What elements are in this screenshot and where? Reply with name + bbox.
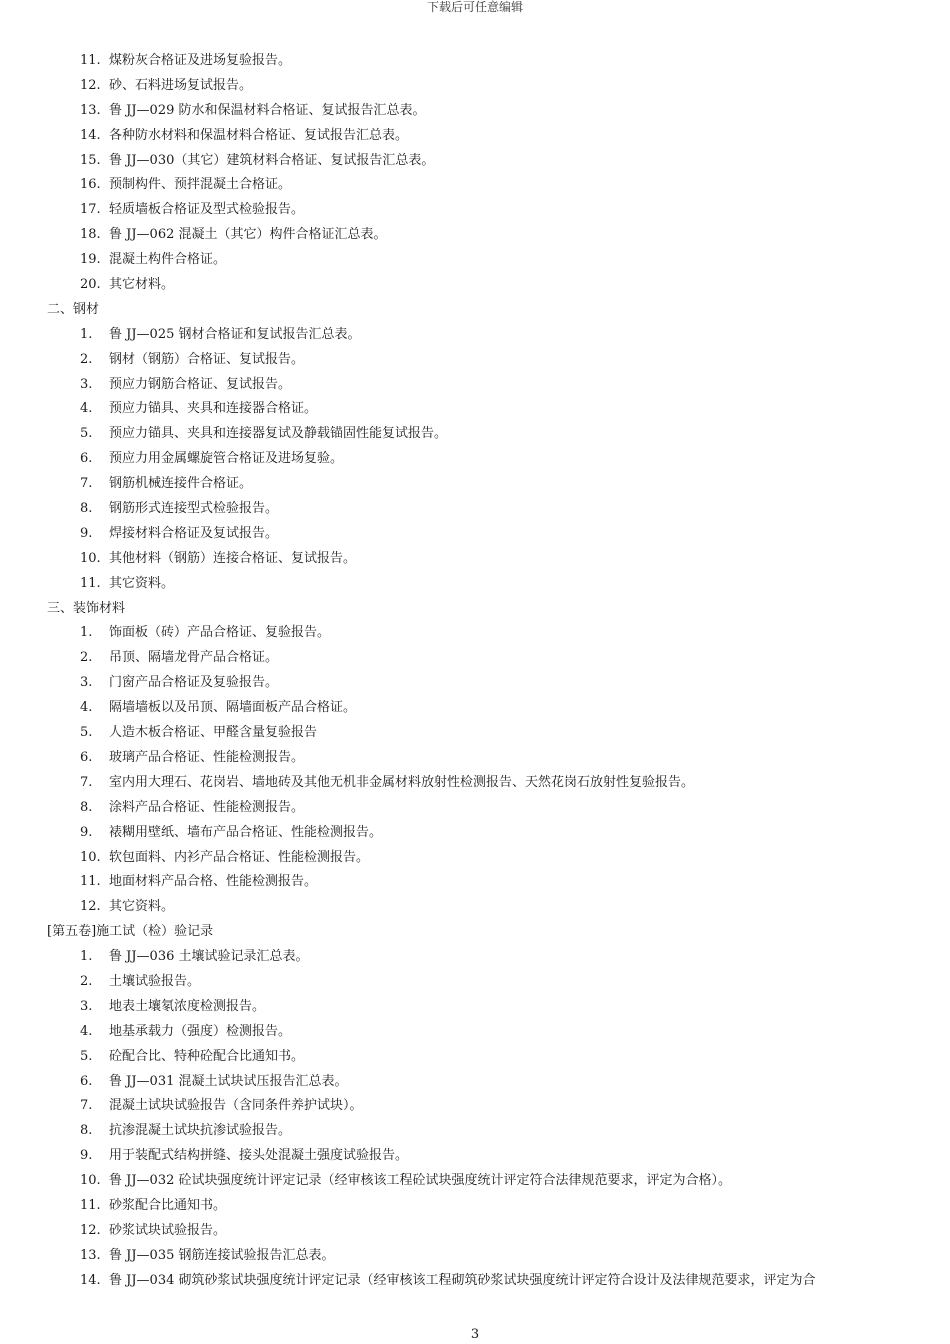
list-item-text: 用于装配式结构拼缝、接头处混凝土强度试验报告。 <box>109 1148 409 1164</box>
list-item-text: 煤粉灰合格证及进场复验报告。 <box>109 53 292 68</box>
list-item <box>0 746 950 771</box>
list-item <box>0 995 950 1020</box>
list-item <box>0 497 950 522</box>
list-item-text: 其它资料。 <box>109 575 175 591</box>
list-item-text: 室内用大理石、花岗岩、墙地砖及其他无机非金属材料放射性检测报告、天然花岗石放射性复验报告。 <box>109 774 695 790</box>
list-item-number: 1. <box>80 949 93 965</box>
list-item-text: 地基承载力（强度）检测报告。 <box>109 1023 292 1039</box>
list-item-text: 土壤试验报告。 <box>109 973 201 989</box>
list-item-number: 4. <box>80 700 93 716</box>
list-item-number: 2. <box>80 650 93 666</box>
list-item <box>0 796 950 821</box>
list-item-text: 预应力用金属螺旋管合格证及进场复验。 <box>109 451 344 467</box>
list-item-number: 17. <box>80 202 101 218</box>
list-item-number: 13. <box>80 1247 101 1263</box>
list-item <box>0 198 950 223</box>
list-item-number: 5. <box>80 1048 93 1064</box>
list-item-number: 8. <box>80 501 93 517</box>
list-item <box>0 1144 950 1169</box>
list-item-text: 饰面板（砖）产品合格证、复验报告。 <box>109 625 331 641</box>
list-item <box>0 49 950 74</box>
list-item-number: 1. <box>80 326 93 342</box>
list-item-text: 砂浆配合比通知书。 <box>109 1197 227 1213</box>
list-item-number: 2. <box>80 351 93 367</box>
list-item-number: 8. <box>80 1123 93 1139</box>
list-item <box>0 348 950 373</box>
list-item <box>0 447 950 472</box>
list-item-text: 砂浆试块试验报告。 <box>109 1222 227 1238</box>
list-item <box>0 248 950 273</box>
list-item-number: 11. <box>80 575 101 591</box>
list-item-number: 11. <box>80 1197 101 1213</box>
list-item <box>0 1045 950 1070</box>
list-item-text: 鲁 JJ—029 防水和保温材料合格证、复试报告汇总表。 <box>109 102 426 118</box>
list-item-text: 钢筋机械连接件合格证。 <box>109 476 253 492</box>
list-item <box>0 846 950 871</box>
list-item-number: 6. <box>80 1073 93 1089</box>
list-item-number: 7. <box>80 476 93 492</box>
list-item-number: 1. <box>80 625 93 641</box>
list-item-text: 鲁 JJ—036 土壤试验记录汇总表。 <box>109 949 309 965</box>
list-item-text: 地表土壤氡浓度检测报告。 <box>109 998 266 1014</box>
list-item-text: 鲁 JJ—030（其它）建筑材料合格证、复试报告汇总表。 <box>109 152 435 168</box>
list-item-text: 鲁 JJ—032 砼试块强度统计评定记录（经审核该工程砼试块强度统计评定符合法律规范要求，评定为合格）。 <box>109 1173 732 1189</box>
list-item-number: 16. <box>80 177 101 193</box>
list-item-text: 鲁 JJ—031 混凝土试块试压报告汇总表。 <box>109 1073 348 1089</box>
list-item <box>0 721 950 746</box>
list-item <box>0 1244 950 1269</box>
list-item <box>0 1219 950 1244</box>
list-item <box>0 149 950 174</box>
list-item-number: 9. <box>80 525 93 541</box>
list-item-number: 12. <box>80 77 101 93</box>
list-item-text: 抗渗混凝土试块抗渗试验报告。 <box>109 1123 292 1139</box>
list-item-text: 焊接材料合格证及复试报告。 <box>109 525 279 541</box>
list-item-number: 5. <box>80 725 93 741</box>
list-item <box>0 696 950 721</box>
list-item <box>0 124 950 149</box>
list-item-number: 7. <box>80 1098 93 1114</box>
list-item-number: 12. <box>80 899 101 915</box>
list-item-text: 混凝土构件合格证。 <box>109 252 227 268</box>
list-item-text: 吊顶、隔墙龙骨产品合格证。 <box>109 650 279 666</box>
list-item-number: 10. <box>80 1173 101 1189</box>
list-item-text: 地面材料产品合格、性能检测报告。 <box>109 874 318 890</box>
list-item-text: 钢筋形式连接型式检验报告。 <box>109 501 279 517</box>
list-item <box>0 1070 950 1095</box>
list-item <box>0 572 950 597</box>
list-item <box>0 1119 950 1144</box>
list-item-text: 预应力钢筋合格证、复试报告。 <box>109 376 292 392</box>
list-item-text: 砂、石料进场复试报告。 <box>109 77 253 93</box>
list-item-number: 7. <box>80 774 93 790</box>
list-item <box>0 821 950 846</box>
list-item-text: 混凝土试块试验报告（含同条件养护试块）。 <box>109 1098 363 1114</box>
list-item <box>0 1094 950 1119</box>
list-item <box>0 173 950 198</box>
list-item <box>0 895 950 920</box>
list-item <box>0 397 950 422</box>
list-item <box>0 273 950 298</box>
list-item <box>0 1269 950 1294</box>
list-item <box>0 99 950 124</box>
list-item-number: 6. <box>80 451 93 467</box>
list-item <box>0 323 950 348</box>
list-item <box>0 547 950 572</box>
list-item-number: 10. <box>80 550 101 566</box>
list-item-text: 砼配合比、特种砼配合比通知书。 <box>109 1048 305 1064</box>
list-item <box>0 223 950 248</box>
list-item-text: 轻质墙板合格证及型式检验报告。 <box>109 202 305 218</box>
list-item-text: 鲁 JJ—034 砌筑砂浆试块强度统计评定记录（经审核该工程砌筑砂浆试块强度统计评定符合设计及法律规范要求，评定为合 <box>109 1272 816 1288</box>
document-body <box>0 49 950 1294</box>
list-item <box>0 945 950 970</box>
list-item-text: 预制构件、预拌混凝土合格证。 <box>109 177 292 193</box>
list-item-text: 各种防水材料和保温材料合格证、复试报告汇总表。 <box>109 127 409 143</box>
list-item-number: 3. <box>80 675 93 691</box>
list-item-number: 3. <box>80 376 93 392</box>
list-item-text: 鲁 JJ—035 钢筋连接试验报告汇总表。 <box>109 1247 335 1263</box>
list-item-number: 2. <box>80 973 93 989</box>
list-item-text: 玻璃产品合格证、性能检测报告。 <box>109 749 305 765</box>
list-item-number: 13. <box>80 102 101 118</box>
list-item-number: 12. <box>80 1222 101 1238</box>
list-item <box>0 970 950 995</box>
list-item-number: 9. <box>80 1148 93 1164</box>
list-item <box>0 1020 950 1045</box>
list-item <box>0 671 950 696</box>
list-item <box>0 1194 950 1219</box>
list-item-number: 11. <box>80 874 101 890</box>
list-item-number: 20. <box>80 277 101 293</box>
list-item-number: 6. <box>80 749 93 765</box>
list-item-text: 其它资料。 <box>109 899 175 915</box>
list-item-text: 涂料产品合格证、性能检测报告。 <box>109 799 305 815</box>
section-heading: [第五卷]施工试（检）验记录 <box>47 924 214 940</box>
list-item <box>0 621 950 646</box>
list-item-number: 10. <box>80 849 101 865</box>
list-item-text: 预应力锚具、夹具和连接器复试及静载锚固性能复试报告。 <box>109 426 448 442</box>
list-item-text: 隔墙墙板以及吊顶、隔墙面板产品合格证。 <box>109 700 357 716</box>
list-item <box>0 646 950 671</box>
list-item-text: 鲁 JJ—025 钢材合格证和复试报告汇总表。 <box>109 326 361 342</box>
list-item-text: 其他材料（钢筋）连接合格证、复试报告。 <box>109 550 357 566</box>
list-item <box>0 771 950 796</box>
section-heading: 二、钢材 <box>47 301 100 317</box>
list-item-number: 11. <box>80 53 101 68</box>
list-item-text: 预应力锚具、夹具和连接器合格证。 <box>109 401 318 417</box>
list-item-number: 3. <box>80 998 93 1014</box>
list-item <box>0 1169 950 1194</box>
list-item-number: 19. <box>80 252 101 268</box>
list-item-number: 8. <box>80 799 93 815</box>
list-item-text: 钢材（钢筋）合格证、复试报告。 <box>109 351 305 367</box>
list-item <box>0 74 950 99</box>
list-item <box>0 870 950 895</box>
page-number: 3 <box>470 1327 480 1342</box>
list-item-text: 软包面料、内衫产品合格证、性能检测报告。 <box>109 849 370 865</box>
list-item-number: 9. <box>80 824 93 840</box>
page-header: 下载后可任意编辑 <box>426 0 523 14</box>
list-item-number: 4. <box>80 401 93 417</box>
list-item <box>0 373 950 398</box>
list-item-text: 其它材料。 <box>109 277 175 293</box>
list-item <box>0 522 950 547</box>
list-item <box>0 422 950 447</box>
list-item-number: 4. <box>80 1023 93 1039</box>
list-item <box>0 472 950 497</box>
list-item-text: 人造木板合格证、甲醛含量复验报告 <box>109 725 318 741</box>
list-item-text: 鲁 JJ—062 混凝土（其它）构件合格证汇总表。 <box>109 227 387 243</box>
section-heading: 三、装饰材料 <box>47 600 126 616</box>
list-item-text: 门窗产品合格证及复验报告。 <box>109 675 279 691</box>
list-item-number: 15. <box>80 152 101 168</box>
list-item-text: 裱糊用壁纸、墙布产品合格证、性能检测报告。 <box>109 824 383 840</box>
list-item-number: 18. <box>80 227 101 243</box>
list-item-number: 14. <box>80 127 101 143</box>
list-item-number: 5. <box>80 426 93 442</box>
list-item-number: 14. <box>80 1272 101 1288</box>
